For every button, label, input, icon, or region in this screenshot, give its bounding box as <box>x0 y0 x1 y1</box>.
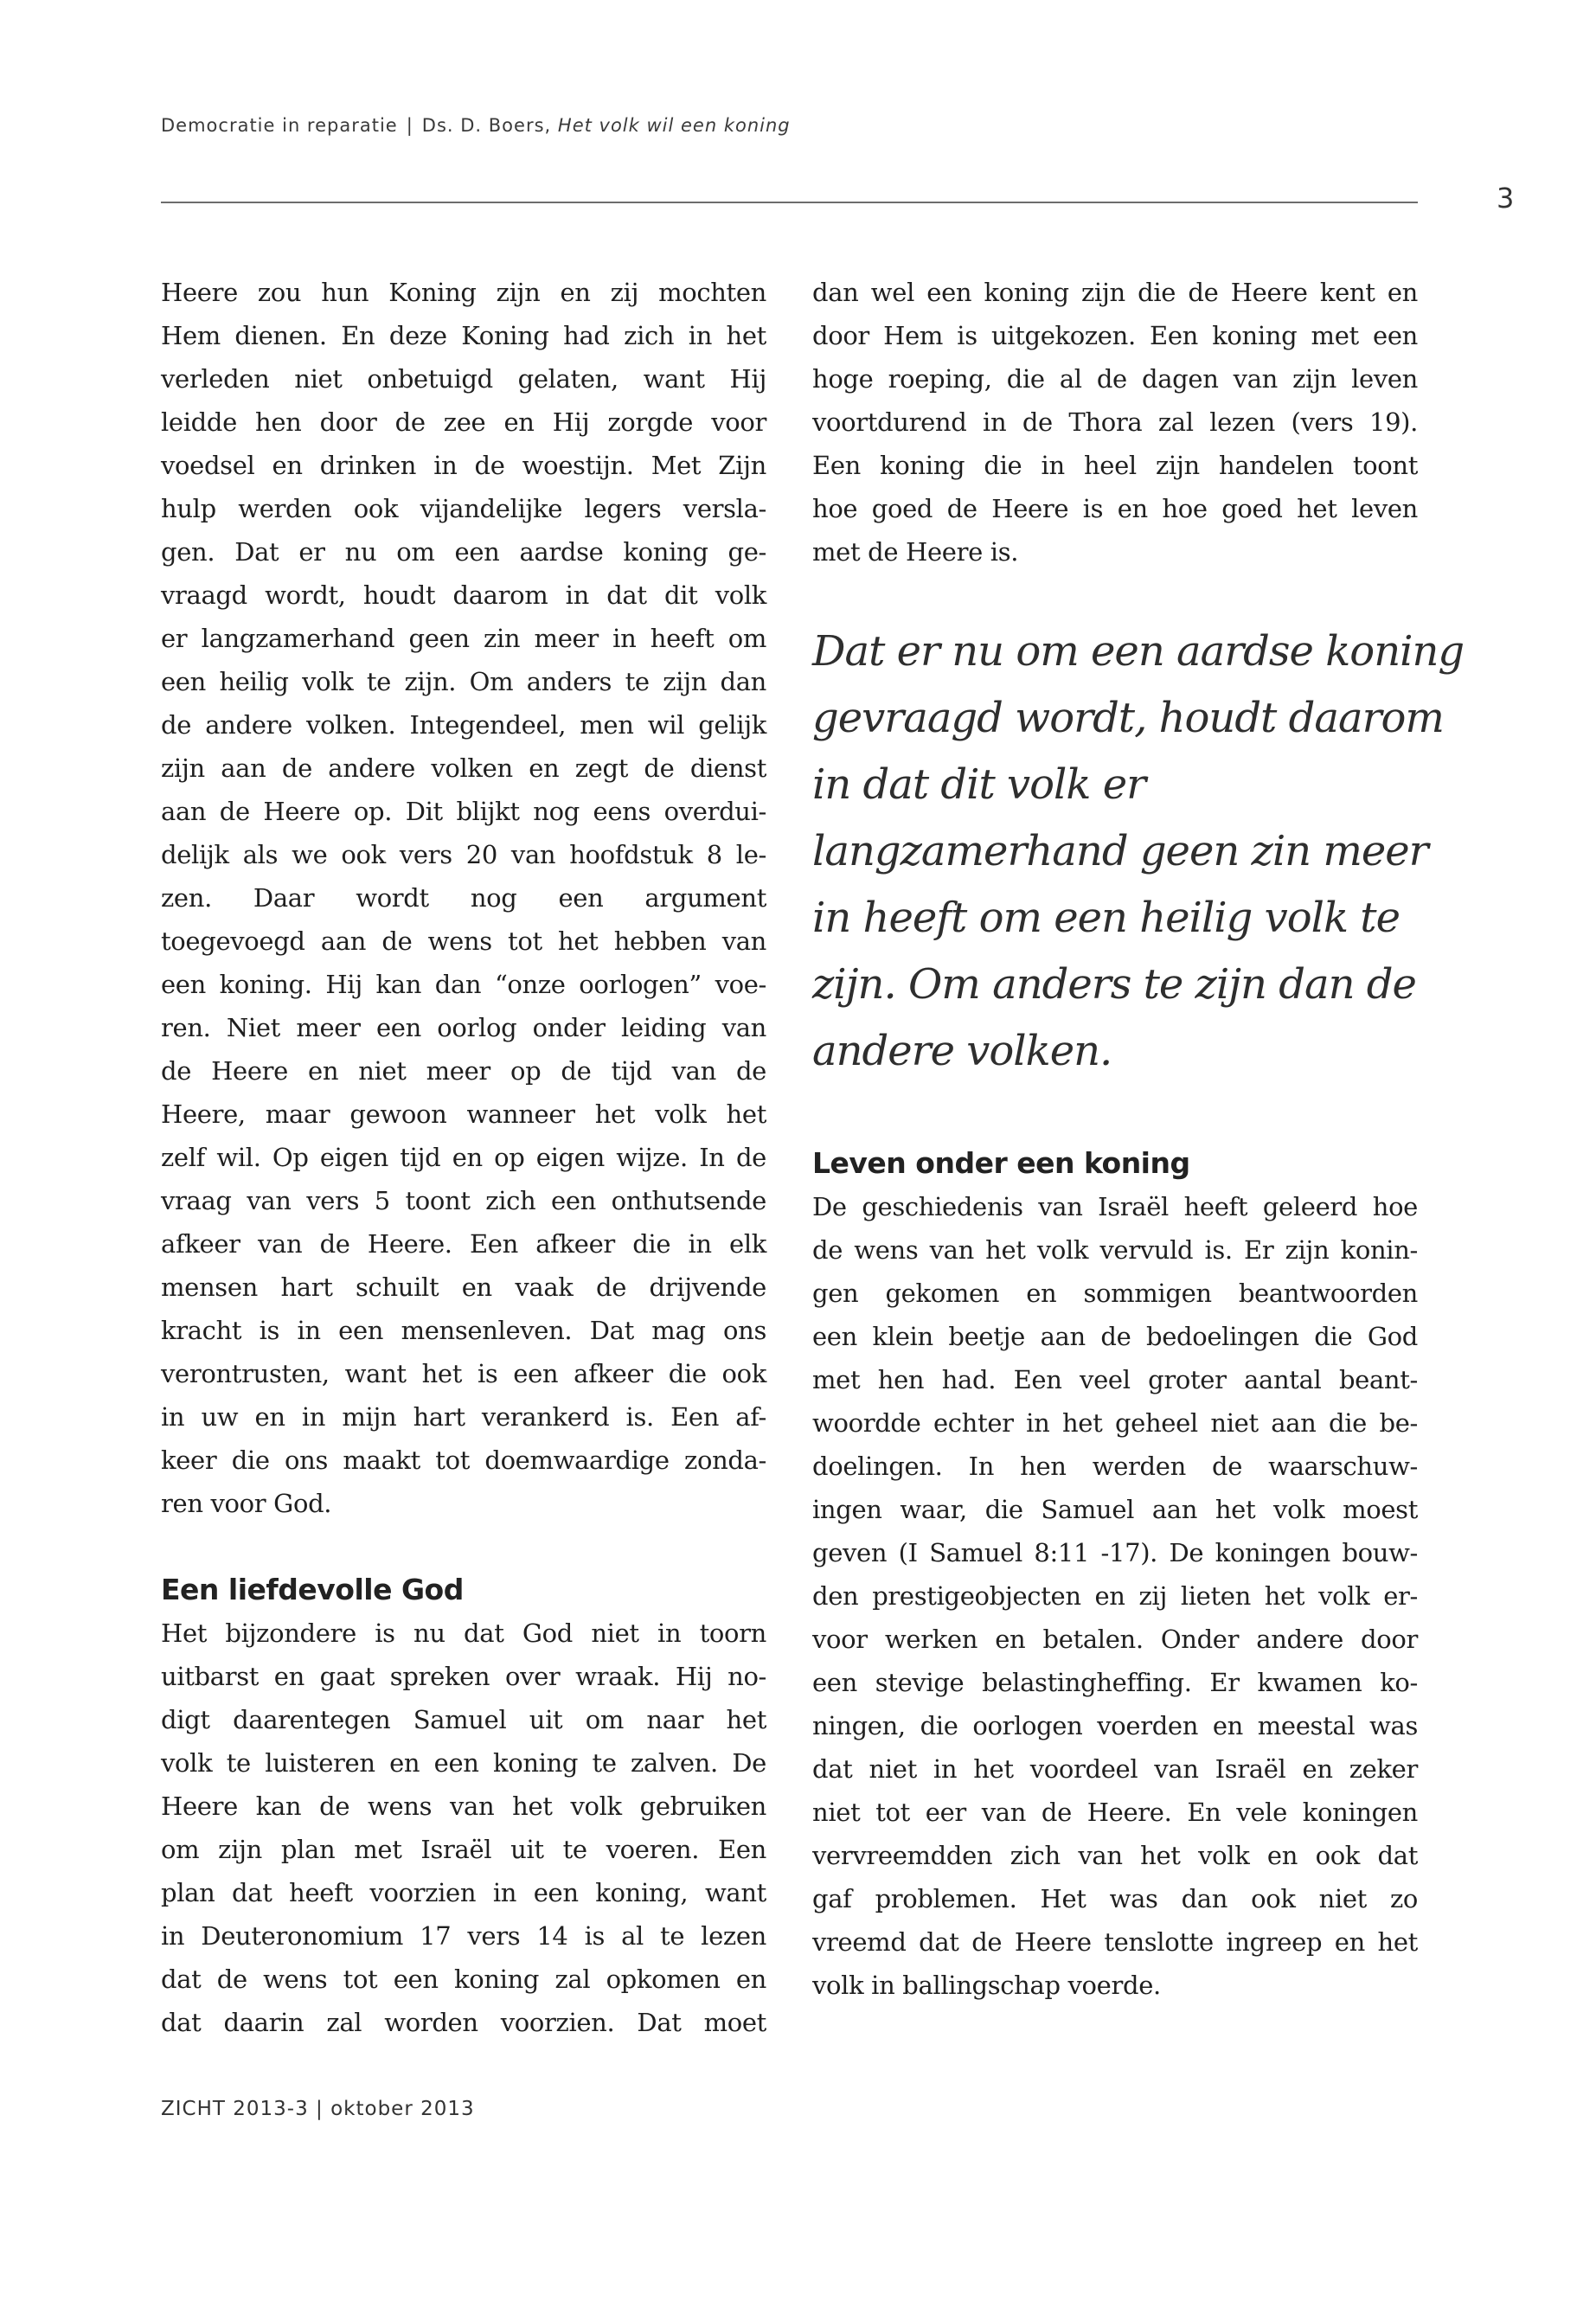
text-line: De geschiedenis van Israël heeft geleerd hoe <box>812 1192 1418 1221</box>
text-line: Hem dienen. En deze Koning had zich in het <box>161 321 766 350</box>
text-line: toegevoegd aan de wens tot het hebben van <box>161 926 766 956</box>
text-line: delijk als we ook vers 20 van hoofdstuk 8 le- <box>161 840 766 869</box>
text-line: zelf wil. Op eigen tijd en op eigen wijze. In de <box>161 1143 766 1172</box>
text-line: afkeer van de Heere. Een afkeer die in elk <box>161 1229 766 1259</box>
left-column <box>161 271 766 2044</box>
header-separator: | <box>406 115 413 136</box>
text-line: hulp werden ook vijandelijke legers versla- <box>161 494 766 523</box>
text-line: met de Heere is. <box>812 537 1019 567</box>
text-line: geven (I Samuel 8:11 -17). De koningen bouw- <box>812 1538 1418 1567</box>
text-line: voortdurend in de Thora zal lezen (vers 19). <box>812 407 1418 437</box>
quote-line: in dat dit volk er <box>812 760 1146 809</box>
text-line: Een koning die in heel zijn handelen toont <box>812 451 1418 480</box>
pull-quote <box>812 619 1465 1085</box>
text-line: woordde echter in het geheel niet aan die be- <box>812 1408 1418 1438</box>
text-line: voor werken en betalen. Onder andere door <box>812 1625 1418 1654</box>
left-paragraph-1 <box>161 271 766 1525</box>
text-line: Heere zou hun Koning zijn en zij mochten <box>161 278 766 307</box>
text-line: zijn aan de andere volken en zegt de dienst <box>161 753 766 783</box>
text-line: in uw en in mijn hart verankerd is. Een af- <box>161 1402 766 1432</box>
text-line: verleden niet onbetuigd gelaten, want Hij <box>161 364 766 394</box>
text-line: een koning. Hij kan dan “onze oorlogen” voe- <box>161 970 766 999</box>
text-line: dan wel een koning zijn die de Heere kent en <box>812 278 1418 307</box>
text-line: Heere kan de wens van het volk gebruiken <box>161 1791 766 1821</box>
text-line: ingen waar, die Samuel aan het volk moest <box>812 1495 1418 1524</box>
text-line: ren. Niet meer een oorlog onder leiding van <box>161 1013 766 1042</box>
text-line: plan dat heeft voorzien in een koning, want <box>161 1878 766 1907</box>
quote-line: in heeft om een heilig volk te <box>812 894 1400 942</box>
text-line: digt daarentegen Samuel uit om naar het <box>161 1705 766 1734</box>
text-line: volk te luisteren en een koning te zalven. De <box>161 1748 766 1778</box>
text-line: voedsel en drinken in de woestijn. Met Zijn <box>161 451 766 480</box>
quote-spacer <box>812 1085 1418 1142</box>
text-line: er langzamerhand geen zin meer in heeft om <box>161 624 766 653</box>
text-line: een klein beetje aan de bedoelingen die God <box>812 1322 1418 1351</box>
text-line: dat niet in het voordeel van Israël en zeker <box>812 1754 1418 1784</box>
text-line: om zijn plan met Israël uit te voeren. Een <box>161 1835 766 1864</box>
text-line: verontrusten, want het is een afkeer die ook <box>161 1359 766 1388</box>
text-line: met hen had. Een veel groter aantal beant- <box>812 1365 1418 1394</box>
text-line: in Deuteronomium 17 vers 14 is al te lezen <box>161 1921 766 1951</box>
text-line: vervreemdden zich van het volk en ook dat <box>812 1841 1418 1870</box>
section-heading: Leven onder een koning <box>812 1146 1190 1180</box>
quote-line: Dat er nu om een aardse koning <box>812 627 1465 676</box>
page-footer: ZICHT 2013-3 | oktober 2013 <box>161 2098 475 2120</box>
text-line: Heere, maar gewoon wanneer het volk het <box>161 1099 766 1129</box>
text-line: Het bijzondere is nu dat God niet in toorn <box>161 1618 766 1648</box>
text-line: ningen, die oorlogen voerden en meestal was <box>812 1711 1418 1740</box>
text-line: leidde hen door de zee en Hij zorgde voor <box>161 407 766 437</box>
right-column <box>812 271 1465 2007</box>
text-line: gen. Dat er nu om een aardse koning ge- <box>161 537 766 567</box>
right-paragraph-2 <box>812 1185 1418 2007</box>
quote-line: andere volken. <box>812 1027 1112 1075</box>
quote-line: zijn. Om anders te zijn dan de <box>812 960 1416 1009</box>
text-line: door Hem is uitgekozen. Een koning met een <box>812 321 1418 350</box>
text-line: een heilig volk te zijn. Om anders te zijn dan <box>161 667 766 696</box>
text-line: den prestigeobjecten en zij lieten het volk er- <box>812 1581 1418 1611</box>
text-line: vraagd wordt, houdt daarom in dat dit volk <box>161 580 766 610</box>
right-paragraph-1 <box>812 271 1418 574</box>
text-line: volk in ballingschap voerde. <box>812 1971 1161 2000</box>
text-line: doelingen. In hen werden de waarschuw- <box>812 1452 1418 1481</box>
quote-line: gevraagd wordt, houdt daarom <box>812 694 1444 742</box>
text-line: gaf problemen. Het was dan ook niet zo <box>812 1884 1418 1913</box>
header-rule <box>161 202 1418 203</box>
text-line: de andere volken. Integendeel, men wil gelijk <box>161 710 766 740</box>
text-line: een stevige belastingheffing. Er kwamen ko- <box>812 1668 1418 1697</box>
header-author: Ds. D. Boers, <box>421 115 552 136</box>
section-heading: Een liefdevolle God <box>161 1573 464 1606</box>
text-line: aan de Heere op. Dit blijkt nog eens overdui- <box>161 797 766 826</box>
left-paragraph-2 <box>161 1612 766 2044</box>
text-line: keer die ons maakt tot doemwaardige zonda- <box>161 1445 766 1475</box>
text-line: dat de wens tot een koning zal opkomen en <box>161 1965 766 1994</box>
quote-spacer <box>812 574 1418 619</box>
text-line: ren voor God. <box>161 1489 332 1518</box>
paragraph-spacer <box>161 1525 766 1568</box>
quote-line: langzamerhand geen zin meer <box>812 827 1428 875</box>
text-line: vraag van vers 5 toont zich een onthutsende <box>161 1186 766 1215</box>
header-article-title: Het volk wil een koning <box>557 115 791 136</box>
text-line: de wens van het volk vervuld is. Er zijn konin- <box>812 1235 1418 1265</box>
text-line: hoe goed de Heere is en hoe goed het leven <box>812 494 1418 523</box>
text-line: gen gekomen en sommigen beantwoorden <box>812 1279 1418 1308</box>
text-line: zen. Daar wordt nog een argument <box>161 883 766 913</box>
text-line: mensen hart schuilt en vaak de drijvende <box>161 1272 766 1302</box>
text-line: hoge roeping, die al de dagen van zijn leven <box>812 364 1418 394</box>
text-line: dat daarin zal worden voorzien. Dat moet <box>161 2008 766 2037</box>
text-line: de Heere en niet meer op de tijd van de <box>161 1056 766 1086</box>
text-line: kracht is in een mensenleven. Dat mag ons <box>161 1316 766 1345</box>
running-header <box>161 115 791 136</box>
header-section: Democratie in reparatie <box>161 115 398 136</box>
text-line: niet tot eer van de Heere. En vele koningen <box>812 1798 1418 1827</box>
text-line: vreemd dat de Heere tenslotte ingreep en het <box>812 1927 1418 1957</box>
text-line: uitbarst en gaat spreken over wraak. Hij no- <box>161 1662 766 1691</box>
page-number: 3 <box>1497 182 1515 215</box>
